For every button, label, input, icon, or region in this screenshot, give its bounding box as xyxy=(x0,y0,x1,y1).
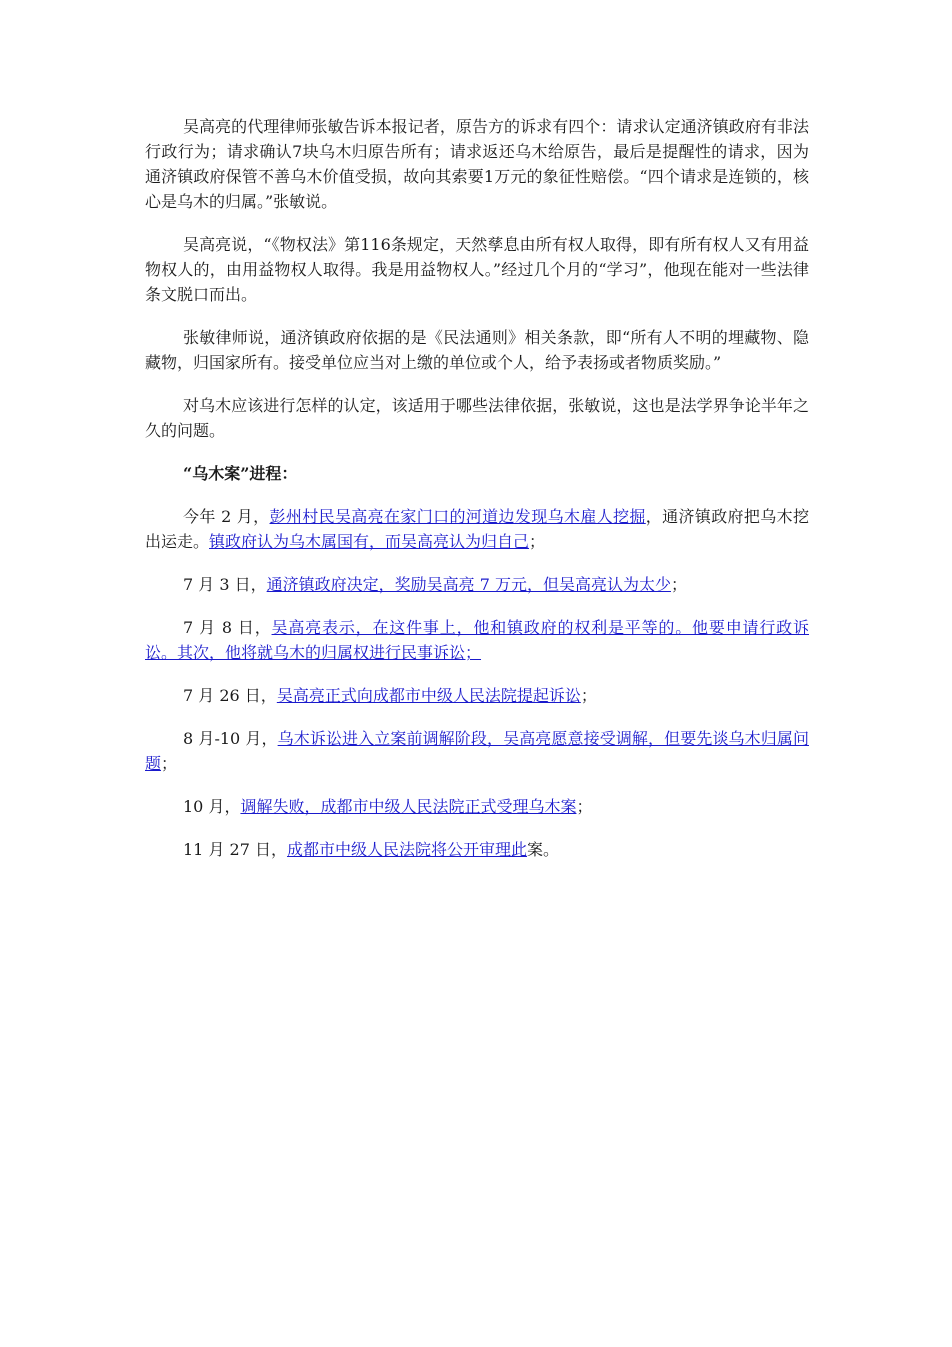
timeline-link-public-trial[interactable]: 成都市中级人民法院将公开审理此 xyxy=(286,840,527,859)
timeline-heading: “乌木案”进程： xyxy=(183,464,298,483)
timeline-item-october xyxy=(145,794,809,819)
timeline-item-july-8 xyxy=(145,615,809,665)
timeline-date: 8 月-10 月， xyxy=(183,729,278,748)
timeline-date: 7 月 8 日， xyxy=(183,618,272,637)
timeline-date: 7 月 3 日， xyxy=(183,575,267,594)
timeline-link-lawsuit-plan[interactable]: 吴高亮表示，在这件事上，他和镇政府的权利是平等的。他要申请行政诉讼。其次，他将就乌木的归属权进行民事诉讼； xyxy=(145,618,809,662)
timeline-link-filing[interactable]: 吴高亮正式向成都市中级人民法院提起诉讼 xyxy=(276,686,581,705)
timeline-date: 11 月 27 日， xyxy=(183,840,287,859)
timeline-item-aug-oct xyxy=(145,726,809,776)
paragraph-property-law: 吴高亮说，“《物权法》第116条规定，天然孳息由所有权人取得，即有所有权人又有用益物权人的，由用益物权人取得。我是用益物权人。”经过几个月的“学习”，他现在能对一些法律条文脱口而出。 xyxy=(145,235,809,304)
timeline-end: 案。 xyxy=(527,840,560,859)
timeline-link-case-accepted[interactable]: 调解失败，成都市中级人民法院正式受理乌木案 xyxy=(240,797,577,816)
timeline-end: ； xyxy=(529,532,546,551)
timeline-date: 7 月 26 日， xyxy=(183,686,277,705)
timeline-link-discovery[interactable]: 彭州村民吴高亮在家门口的河道边发现乌木雇人挖掘 xyxy=(269,507,646,526)
timeline-text: ，通济镇政府把乌木挖出运走。 xyxy=(145,507,809,551)
timeline-end: ； xyxy=(670,575,687,594)
timeline-end: ； xyxy=(161,754,178,773)
timeline-date: 今年 2 月， xyxy=(183,507,270,526)
timeline-item-february xyxy=(145,504,809,554)
paragraph-lawyer-claims: 吴高亮的代理律师张敏告诉本报记者，原告方的诉求有四个：请求认定通济镇政府有非法行政行为；请求确认7块乌木归原告所有；请求返还乌木给原告，最后是提醒性的请求，因为通济镇政府保管不善乌木价值受损，故向其索要1万元的象征性赔偿。“四个请求是连锁的，核心是乌木的归属。”张敏说。 xyxy=(145,117,809,211)
timeline-link-mediation[interactable]: 乌木诉讼进入立案前调解阶段，吴高亮愿意接受调解，但要先谈乌木归属问题 xyxy=(145,729,809,773)
timeline-item-july-26 xyxy=(145,683,809,708)
timeline-item-july-3 xyxy=(145,572,809,597)
timeline-link-ownership-dispute[interactable]: 镇政府认为乌木属国有，而吴高亮认为归自己 xyxy=(209,532,530,551)
timeline-date: 10 月， xyxy=(183,797,241,816)
timeline-item-nov-27 xyxy=(145,837,809,862)
paragraph-civil-law: 张敏律师说，通济镇政府依据的是《民法通则》相关条款，即“所有人不明的埋藏物、隐藏物，归国家所有。接受单位应当对上缴的单位或个人，给予表扬或者物质奖励。” xyxy=(145,328,809,372)
timeline-link-reward[interactable]: 通济镇政府决定，奖励吴高亮 7 万元，但吴高亮认为太少 xyxy=(266,575,671,594)
document-page xyxy=(145,114,809,880)
timeline-end: ； xyxy=(576,797,593,816)
timeline-end: ； xyxy=(580,686,597,705)
paragraph-legal-debate: 对乌木应该进行怎样的认定，该适用于哪些法律依据，张敏说，这也是法学界争论半年之久的问题。 xyxy=(145,396,809,440)
